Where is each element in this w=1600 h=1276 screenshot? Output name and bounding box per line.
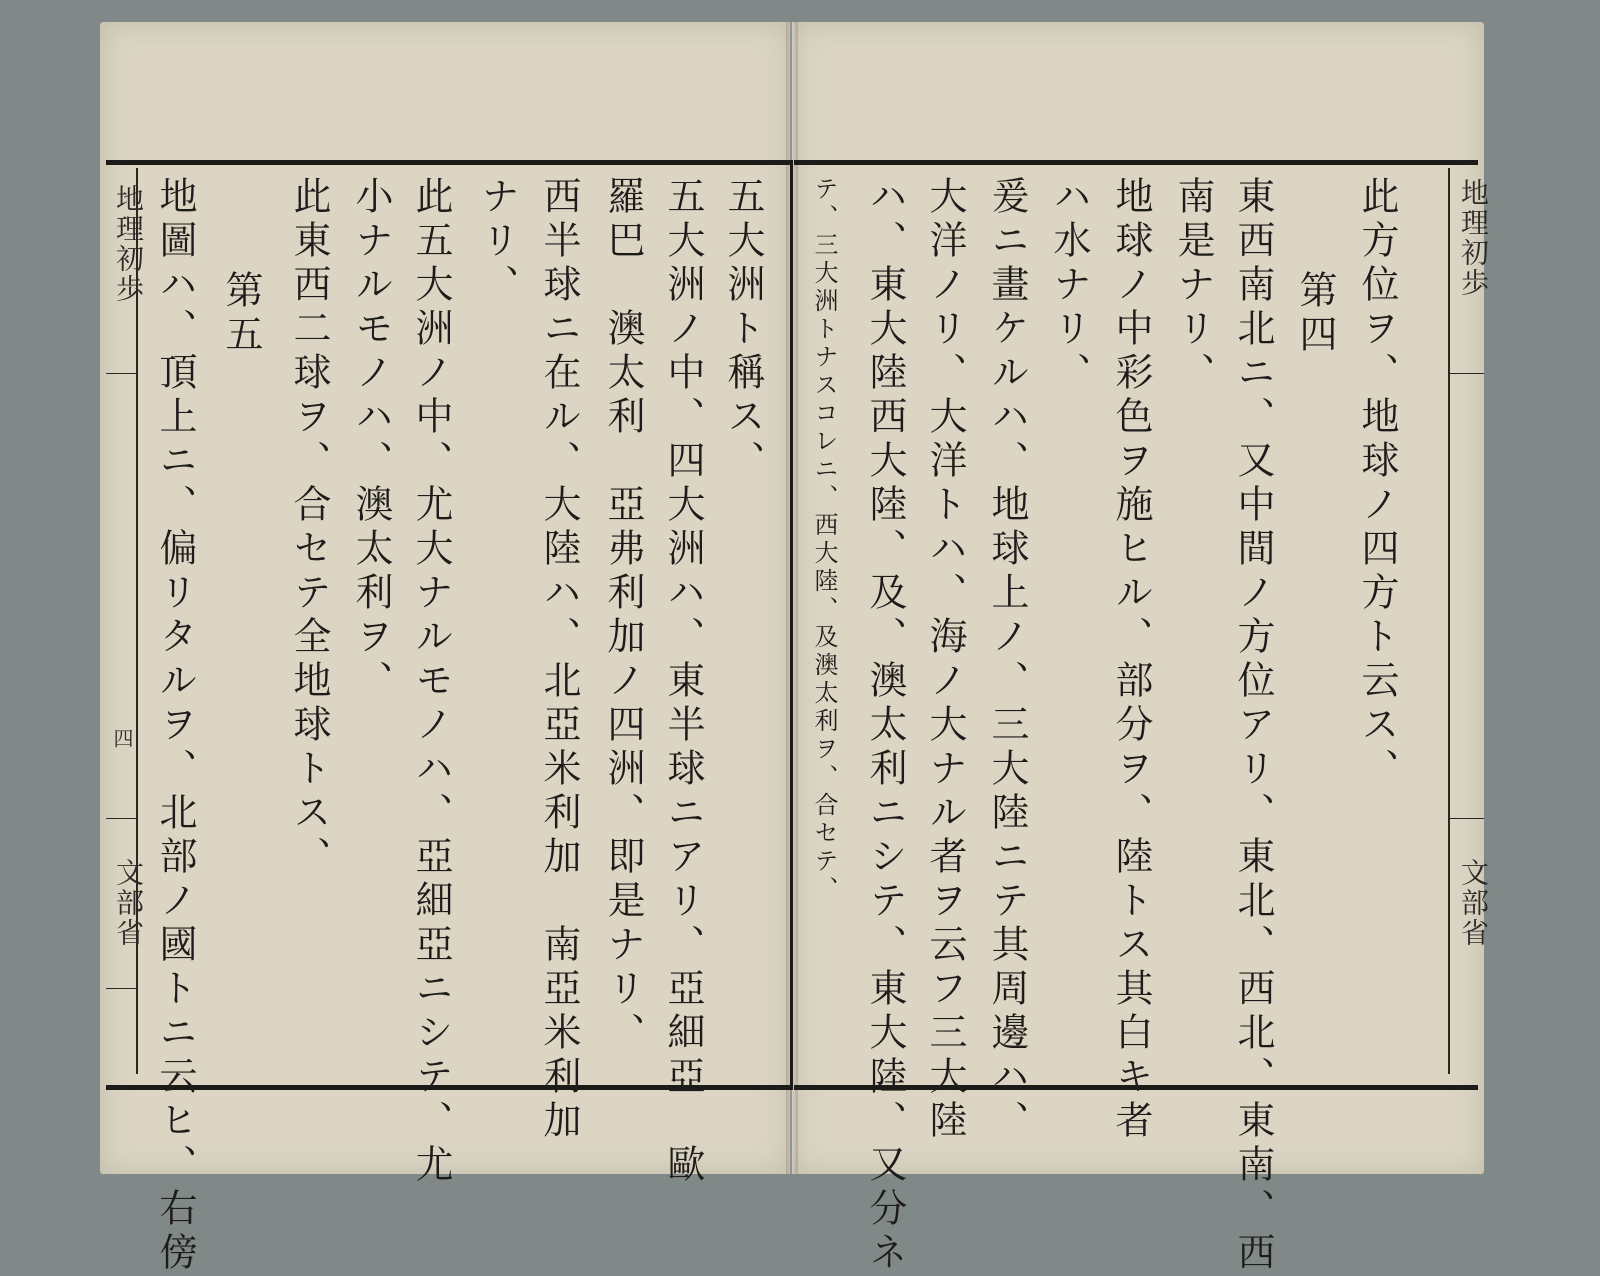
left-text-column: 羅巴 澳太利 亞弗利加ノ四洲、即是ナリ、 <box>601 176 645 1056</box>
left-text-column: 地圖ハ、頂上ニ、偏リタルヲ、北部ノ國トニ云ヒ、右傍 <box>153 176 197 1276</box>
right-text-column: ハ水ナリ、 <box>1047 176 1091 396</box>
right-text-column: 地球ノ中彩色ヲ施ヒル、部分ヲ、陸トス其白キ者 <box>1109 176 1153 1144</box>
left-page-margin <box>106 168 145 1074</box>
right-text-column: 大洋ノリ、大洋トハ、海ノ大ナル者ヲ云フ三大陸 <box>923 176 967 1144</box>
left-text-column: ナリ、 <box>475 176 519 308</box>
right-text-column: 南是ナリ、 <box>1171 176 1215 396</box>
left-text-column: 五大洲ト稱ス、 <box>721 176 765 484</box>
left-margin-page-number: 四 <box>110 728 134 750</box>
right-text-column: テ、三大洲トナスコレニ、西大陸、及澳太利ヲ、合セテ、 <box>810 176 838 904</box>
right-text-column: 此方位ヲ、地球ノ四方ト云ス、 <box>1355 176 1399 792</box>
left-text-column: 西半球ニ在ル、大陸ハ、北亞米利加 南亞米利加 <box>537 176 581 1144</box>
left-text-column: 小ナルモノハ、澳太利ヲ、 <box>349 176 393 704</box>
right-text-column: 東西南北ニ、又中間ノ方位アリ、東北、西北、東南、西 <box>1231 176 1275 1276</box>
right-text-column: 爰ニ畫ケルハ、地球上ノ、三大陸ニテ其周邊ハ、 <box>985 176 1029 1144</box>
left-section-heading: 第五 <box>219 270 263 358</box>
right-margin-publisher: 文部省 <box>1457 858 1490 948</box>
left-text-column: 五大洲ノ中、四大洲ハ、東半球ニアリ、亞細亞 歐 <box>661 176 705 1188</box>
left-margin-title: 地理初歩 <box>112 184 145 304</box>
left-text-column: 此東西二球ヲ、合セテ全地球トス、 <box>287 176 331 880</box>
right-section-heading: 第四 <box>1293 270 1337 358</box>
right-margin-title: 地理初歩 <box>1457 178 1490 298</box>
left-text-column: 此五大洲ノ中、尤大ナルモノハ、亞細亞ニシテ、尤 <box>409 176 453 1188</box>
right-page-margin <box>1448 168 1490 1074</box>
right-text-column: ハ、東大陸西大陸、及、澳太利ニシテ、東大陸、又分ネ <box>863 176 907 1276</box>
left-margin-publisher: 文部省 <box>112 858 145 948</box>
